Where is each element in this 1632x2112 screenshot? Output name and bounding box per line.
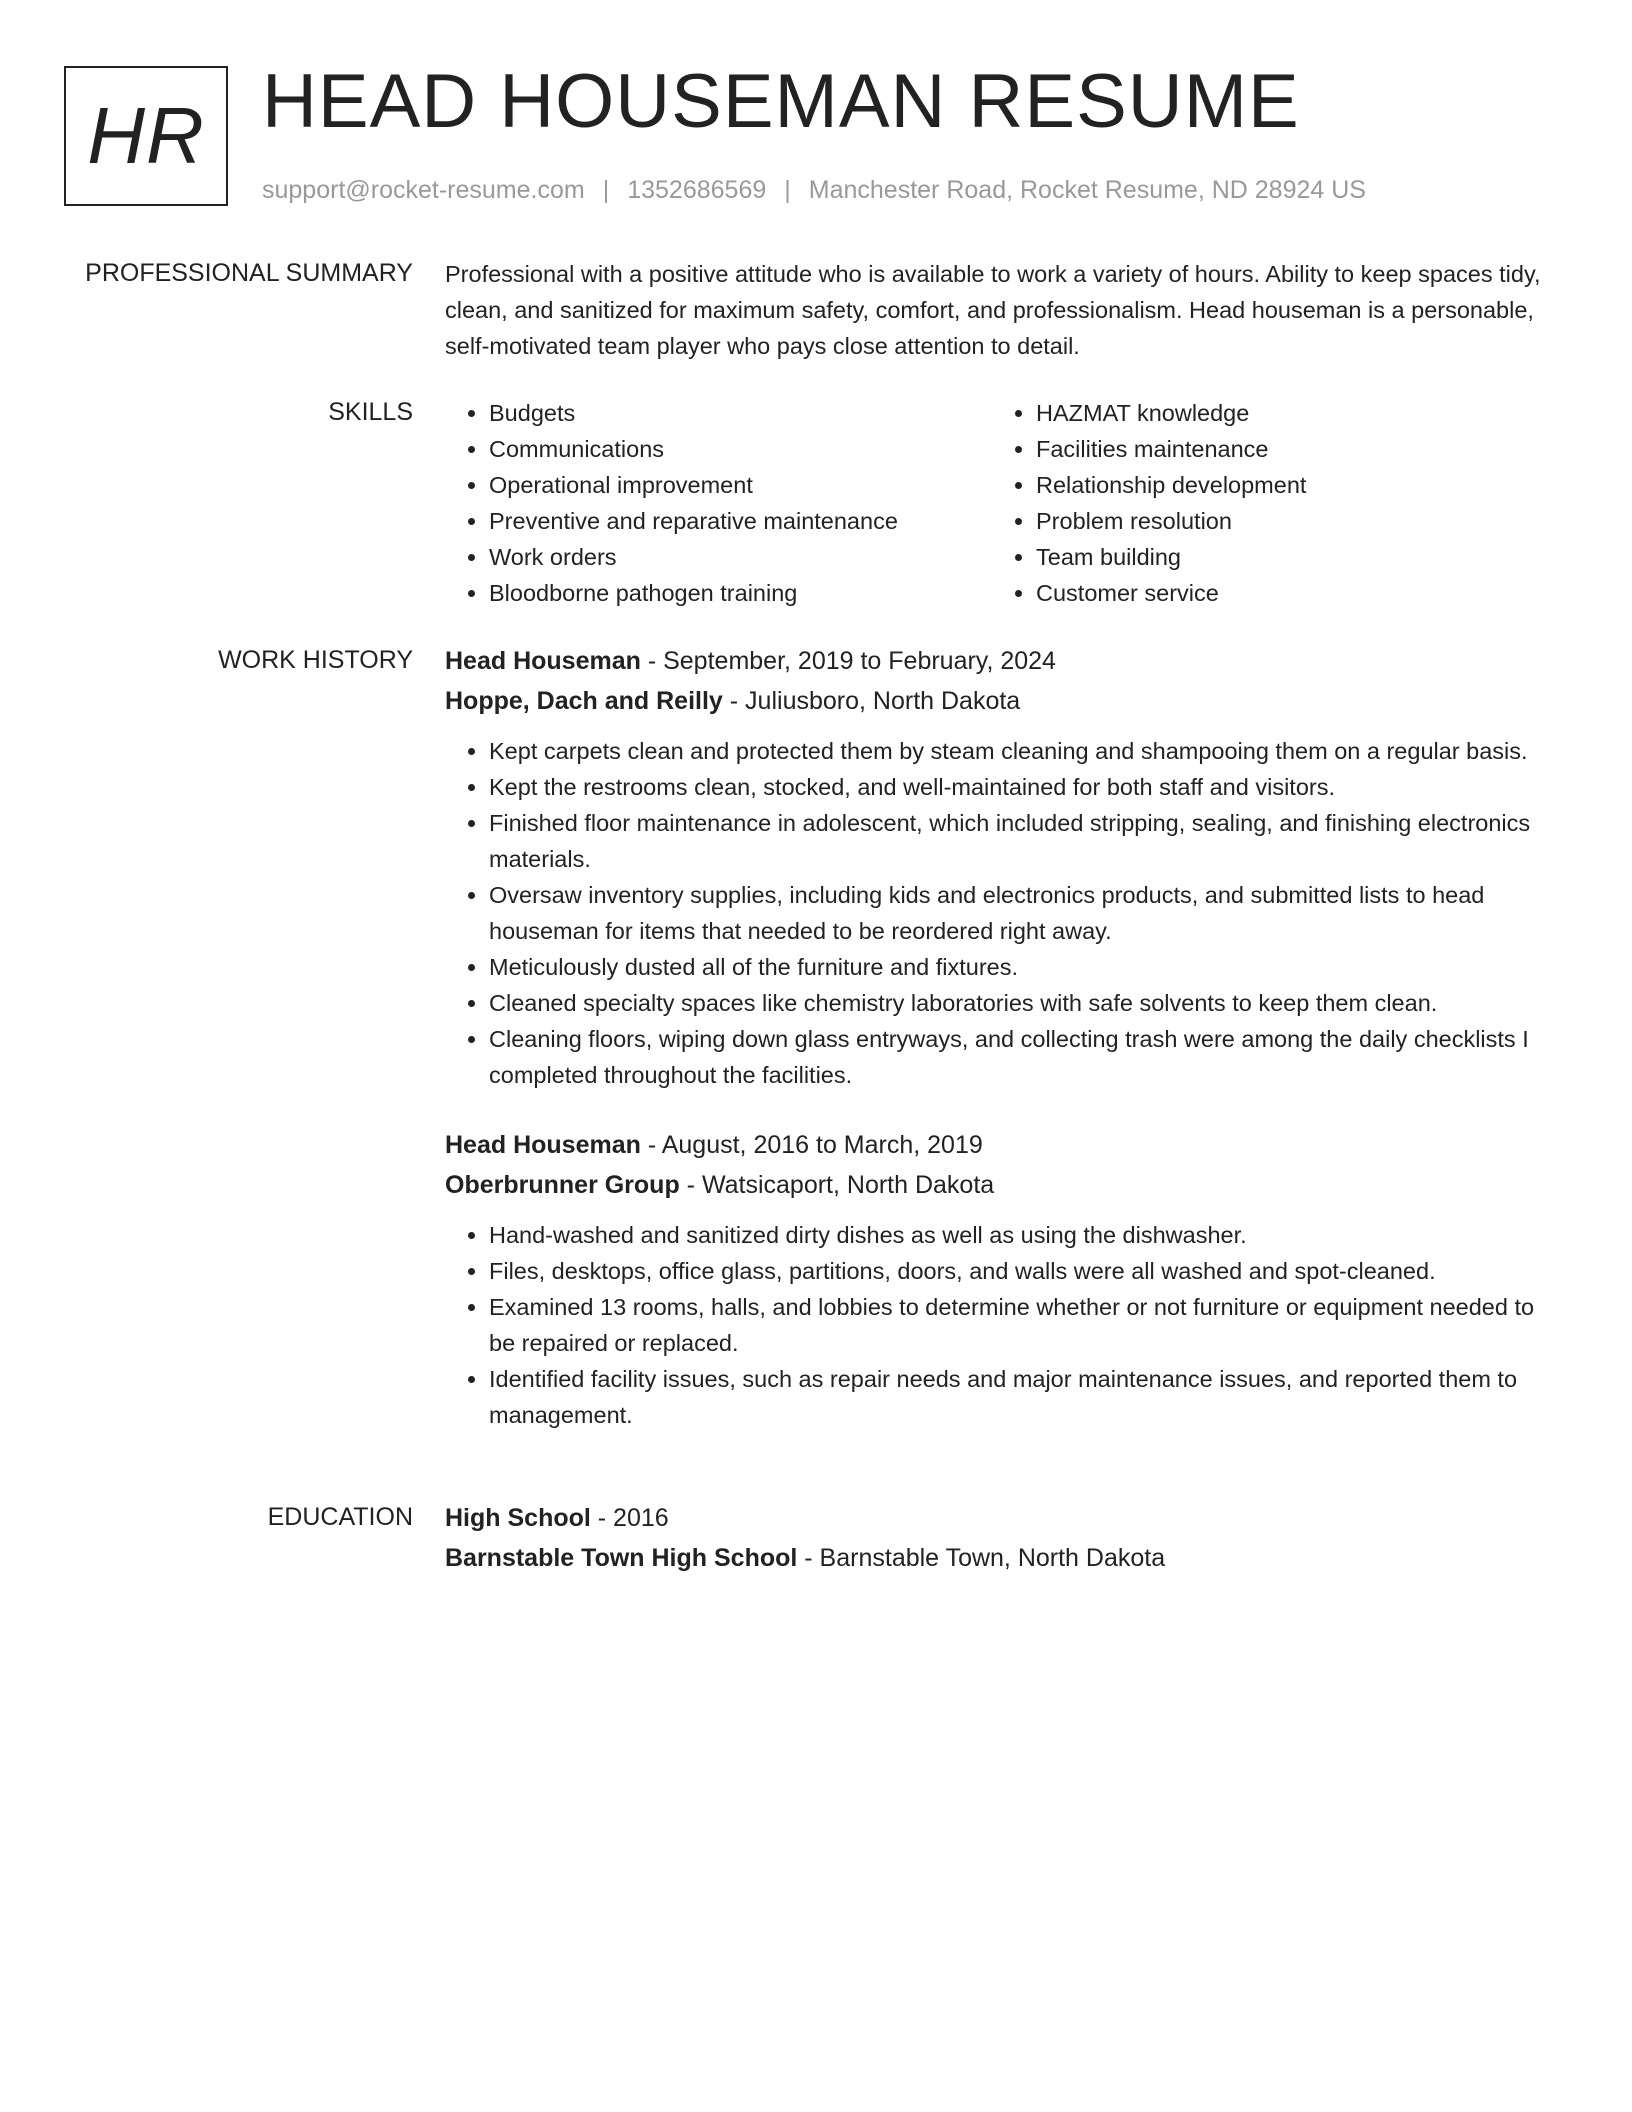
education-year: - 2016 [590, 1504, 669, 1532]
job-position: Head Houseman [445, 1131, 641, 1159]
education-school: Barnstable Town High School [445, 1544, 798, 1572]
skill-item: • Bloodborne pathogen training [489, 575, 992, 611]
job-bullet: • Examined 13 rooms, halls, and lobbies to determine whether or not furniture or equipment needed to be repaired or replaced. [489, 1289, 1560, 1361]
skill-item: • Problem resolution [1036, 503, 1539, 539]
section-title-education: EDUCATION [267, 1503, 413, 1531]
contact-separator: | [602, 176, 610, 204]
contact-separator: | [784, 176, 791, 204]
job-bullets [445, 1217, 1560, 1433]
job-entry [445, 1127, 1560, 1433]
job-company: Hoppe, Dach and Reilly [445, 687, 723, 715]
job-bullets [445, 733, 1560, 1093]
job-location: - Juliusboro, North Dakota [722, 687, 1021, 715]
skill-item: • Preventive and reparative maintenance [489, 503, 992, 539]
job-heading [445, 643, 1560, 679]
skill-item: • Facilities maintenance [1036, 431, 1539, 467]
job-employer [445, 1167, 1560, 1203]
job-location: - Watsicaport, North Dakota [679, 1171, 995, 1199]
job-dates: - August, 2016 to March, 2019 [640, 1131, 983, 1159]
education-heading [445, 1500, 1560, 1536]
job-bullet: • Identified facility issues, such as repair needs and major maintenance issues, and reported them to management. [489, 1361, 1560, 1433]
job-bullet: • Cleaning floors, wiping down glass entryways, and collecting trash were among the daily checklists I completed throughout the facilities. [489, 1021, 1560, 1093]
job-company: Oberbrunner Group [445, 1171, 680, 1199]
skill-item: • HAZMAT knowledge [1036, 395, 1539, 431]
job-entry [445, 643, 1560, 1093]
contact-phone: 1352686569 [627, 176, 767, 204]
job-bullet: • Meticulously dusted all of the furniture and fixtures. [489, 949, 1560, 985]
job-bullet: • Finished floor maintenance in adolescent, which included stripping, sealing, and finishing electronics materials. [489, 805, 1560, 877]
contact-line [262, 174, 1366, 206]
contact-email: support@rocket-resume.com [262, 176, 585, 204]
job-employer [445, 683, 1560, 719]
job-bullet: • Kept the restrooms clean, stocked, and well-maintained for both staff and visitors. [489, 769, 1560, 805]
job-position: Head Houseman [445, 647, 641, 675]
skill-item: • Customer service [1036, 575, 1539, 611]
education-body [445, 1500, 1560, 1576]
skill-item: • Communications [489, 431, 992, 467]
skills-columns [445, 395, 1560, 611]
skill-item: • Relationship development [1036, 467, 1539, 503]
skills-list-right [992, 395, 1539, 611]
skill-item: • Operational improvement [489, 467, 992, 503]
skills-body [445, 395, 1560, 611]
skills-list-left [445, 395, 992, 611]
job-dates: - September, 2019 to February, 2024 [640, 647, 1056, 675]
job-bullet: • Kept carpets clean and protected them by steam cleaning and shampooing them on a regular basis. [489, 733, 1560, 769]
skill-item: • Team building [1036, 539, 1539, 575]
job-bullet: • Cleaned specialty spaces like chemistry laboratories with safe solvents to keep them clean. [489, 985, 1560, 1021]
skill-item: • Work orders [489, 539, 992, 575]
work-body [445, 643, 1560, 1433]
section-title-skills: SKILLS [328, 398, 413, 426]
summary-body [445, 256, 1560, 364]
section-title-work: WORK HISTORY [218, 646, 413, 674]
education-degree: High School [445, 1504, 591, 1532]
education-school-line [445, 1540, 1560, 1576]
resume-title: HEAD HOUSEMAN RESUME [262, 59, 1300, 144]
summary-text: Professional with a positive attitude who is available to work a variety of hours. Ability to keep spaces tidy, clean, and sanitized for maximum safety, comfort, and professionalism. Head houseman is a personable, self-motivated team player who pays close attention to detail. [445, 261, 1541, 359]
education-location: - Barnstable Town, North Dakota [797, 1544, 1166, 1572]
monogram-badge: HR [64, 66, 228, 206]
job-bullet: • Files, desktops, office glass, partitions, doors, and walls were all washed and spot-cleaned. [489, 1253, 1560, 1289]
contact-address: Manchester Road, Rocket Resume, ND 28924 US [808, 176, 1366, 204]
job-bullet: • Hand-washed and sanitized dirty dishes as well as using the dishwasher. [489, 1217, 1560, 1253]
job-bullet: • Oversaw inventory supplies, including kids and electronics products, and submitted lists to head houseman for items that needed to be reordered right away. [489, 877, 1560, 949]
section-title-summary: PROFESSIONAL SUMMARY [85, 259, 413, 287]
skill-item: • Budgets [489, 395, 992, 431]
job-heading [445, 1127, 1560, 1163]
